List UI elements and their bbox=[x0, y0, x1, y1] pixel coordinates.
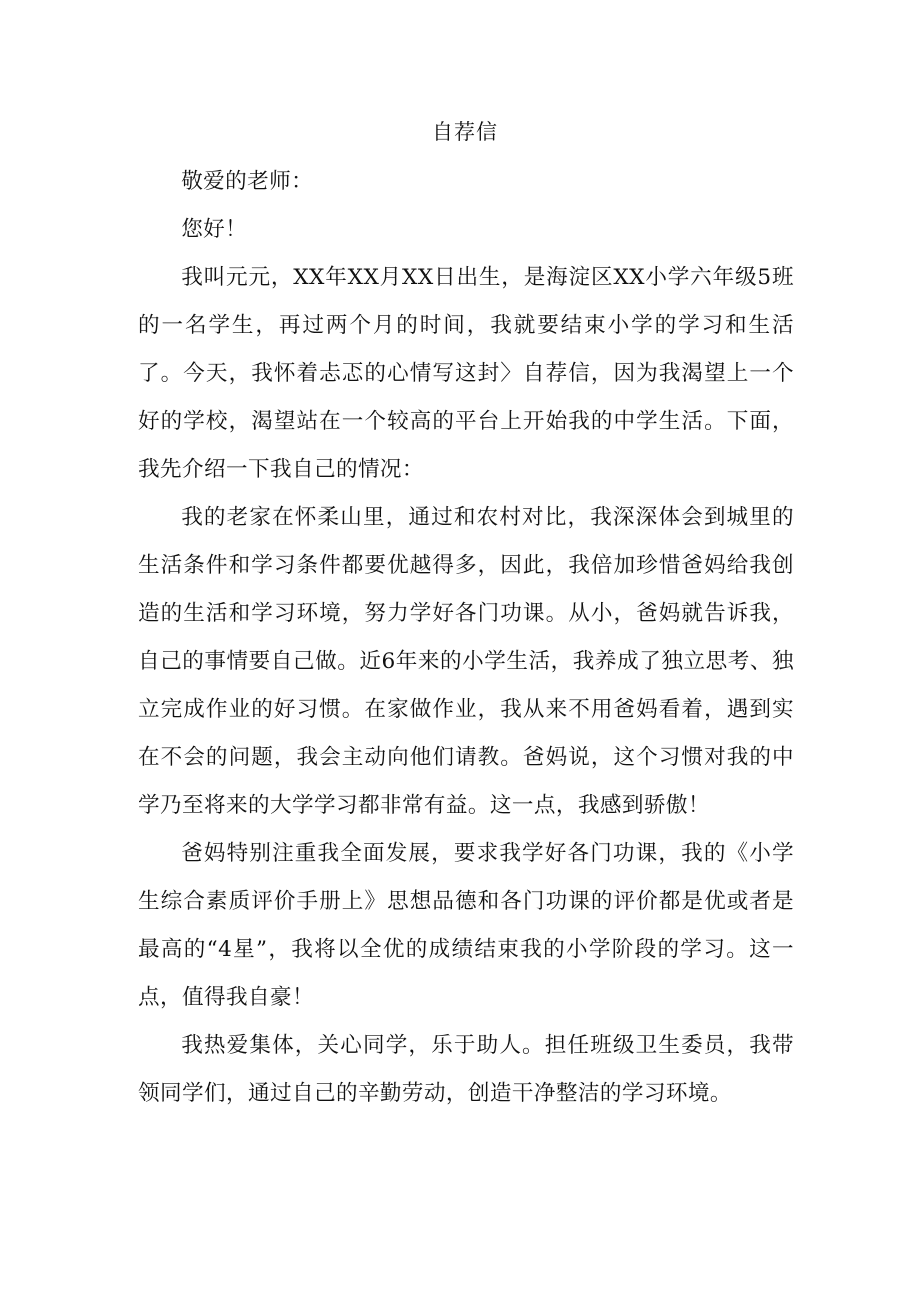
letter-title: 自荐信 bbox=[432, 120, 498, 144]
salutation: 敬爱的老师： bbox=[181, 169, 314, 194]
greeting: 您好！ bbox=[181, 217, 248, 242]
paragraph-all-round-development: 爸妈特别注重我全面发展，要求我学好各门功课，我的《小学生综合素质评价手册上》思想品德和各门功课的评价都是优或者是最高的“4星”，我将以全优的成绩结束我的小学阶段的学习。这一点，值得我自豪！ bbox=[138, 841, 794, 1010]
paragraph-independence: 我的老家在怀柔山里，通过和农村对比，我深深体会到城里的生活条件和学习条件都要优越得多，因此，我倍加珍惜爸妈给我创造的生活和学习环境，努力学好各门功课。从小，爸妈就告诉我，自己的事情要自己做。近6年来的小学生活，我养成了独立思考、独立完成作业的好习惯。在家做作业，我从来不用爸妈看着，遇到实在不会的问题，我会主动向他们请教。爸妈说，这个习惯对我的中学乃至将来的大学学习都非常有益。这一点，我感到骄傲！ bbox=[138, 505, 794, 818]
paragraph-introduction: 我叫元元，XX年XX月XX日出生，是海淀区XX小学六年级5班的一名学生，再过两个月的时间，我就要结束小学的学习和生活了。今天，我怀着忐忑的心情写这封〉自荐信，因为我渴望上一个好的学校，渴望站在一个较高的平台上开始我的中学生活。下面，我先介绍一下我自己的情况： bbox=[138, 265, 794, 482]
letter-body bbox=[138, 158, 794, 1118]
paragraph-collective: 我热爱集体，关心同学，乐于助人。担任班级卫生委员，我带领同学们，通过自己的辛勤劳动，创造干净整洁的学习环境。 bbox=[138, 1033, 794, 1106]
